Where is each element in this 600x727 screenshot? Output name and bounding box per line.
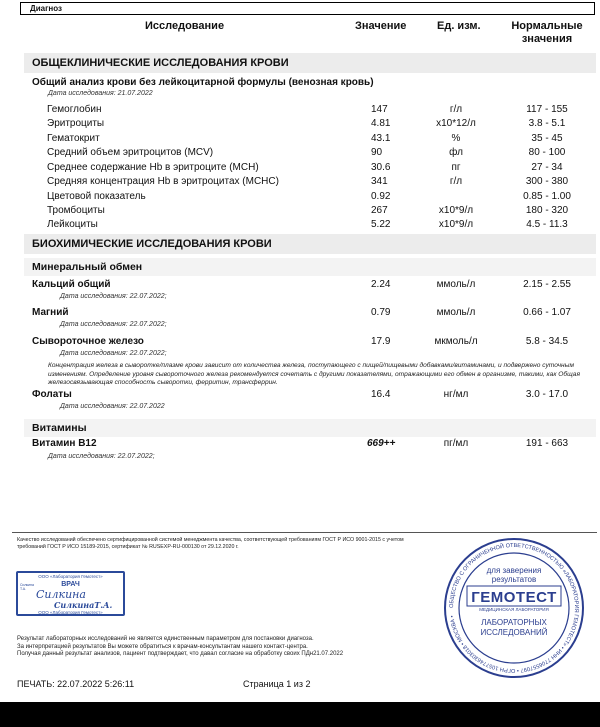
seal-line-2: результатов [491,575,537,584]
disclaimer [17,636,343,659]
divider [12,532,597,533]
row-value: 341 [371,176,388,187]
row-range: 5.8 - 34.5 [525,336,569,347]
row-unit: ммоль/л [436,279,476,290]
table-row [0,176,600,189]
row-range: 27 - 34 [531,162,563,173]
section-biochem [24,234,596,254]
row-range: 0.85 - 1.00 [523,191,571,202]
row-unit: % [451,133,461,144]
row-range: 3.0 - 17.0 [525,389,569,400]
row-value: 147 [371,104,388,115]
cbc-panel-title: Общий анализ крови без лейкоцитарной формулы (венозная кровь) [32,77,374,88]
row-value: 0.92 [371,191,391,202]
quality-line: Качество исследований обеспечено сертифицированной системой менеджмента качества, соответствующей требованиям ГОСТ Р ИСО 9001-2015 с учетом [17,537,404,543]
row-value: 30.6 [371,162,391,173]
row-value: 43.1 [371,133,391,144]
table-row [0,191,600,204]
row-range: 3.8 - 5.1 [528,118,566,129]
seal-brand-sub: МЕДИЦИНСКАЯ ЛАБОРАТОРИЯ [479,607,549,612]
header-value: Значение [355,20,407,32]
row-name: Гемоглобин [47,104,102,115]
seal-ring-text: ОБЩЕСТВО С ОГРАНИЧЕННОЙ ОТВЕТСТВЕННОСТЬЮ «ЛАБОРАТОРИЯ ГЕМОТЕСТ» • ИНН 7706557097 • ОГРН 1057746303018 • МОСКВА • [448,542,580,674]
magnesium-date: Дата исследования: 22.07.2022; [60,321,167,328]
row-value-flagged: 669++ [367,438,396,449]
row-name: Эритроциты [47,118,105,129]
row-unit: мкмоль/л [434,336,478,347]
table-row [0,118,600,131]
doctor-stamp-title: ВРАЧ [61,581,80,588]
row-name: Кальций общий [32,279,111,290]
row-name: Сывороточное железо [32,336,144,347]
row-unit: x10*12/л [436,118,476,129]
doctor-stamp-org-top: ООО «Лаборатория Гемотест» [38,574,103,579]
row-range: 2.15 - 2.55 [523,279,571,290]
table-row [0,133,600,146]
iron-note: Концентрация железа в сыворотке/плазме крови зависит от количества железа, поступающего с пищей/пищевыми добавками/витаминами, и подвержено суточным изменениям. Определение уровня сывороточного железа рекомендуется сочетать с другими показателями, отражающими его обмен в организме, такими, как Общая железосвязывающая способность сыворотки, ферритин, трансферрин. [48,362,580,386]
doctor-signature: Силкина [36,588,86,601]
row-value: 4.81 [371,118,391,129]
row-unit: г/л [449,176,463,187]
table-row [0,336,600,349]
disclaimer-line: Получая данный результат анализов, пациент подтверждает, что давал согласие на обработку своих ПДн21.07.2022 [17,651,344,657]
disclaimer-line: Результат лабораторных исследований не является единственным параметром для постановки диагноза. [17,636,314,642]
row-name: Средняя концентрация Hb в эритроцитах (MCHC) [47,176,279,187]
seal-line-3: ЛАБОРАТОРНЫХ [481,618,547,627]
row-range: 191 - 663 [525,438,569,449]
doctor-stamp-org-bottom: ООО «Лаборатория Гемотест» [38,610,103,615]
quality-text [17,537,404,551]
table-row [0,307,600,320]
row-unit: пг/мл [443,438,469,449]
row-value: 2.24 [371,279,391,290]
row-range: 35 - 45 [531,133,563,144]
row-unit: г/л [449,104,463,115]
row-value: 16.4 [371,389,391,400]
row-name: Тромбоциты [47,205,105,216]
row-name: Гематокрит [47,133,100,144]
table-row [0,438,600,451]
row-range: 80 - 100 [528,147,566,158]
row-unit: нг/мл [443,389,469,400]
doctor-stamp-side: Силкина Т.А. [20,583,34,591]
doctor-stamp [16,571,125,616]
disclaimer-line: За интерпретацией результатов Вы можете обратиться к врачам-консультантам нашего контакт-центра. [17,643,308,650]
row-name: Среднее содержание Hb в эритроците (MCH) [47,162,259,173]
subsection-mineral [24,258,596,276]
row-value: 0.79 [371,307,391,318]
section-cbc [24,53,596,73]
row-name: Лейкоциты [47,219,98,230]
row-range: 117 - 155 [526,104,568,115]
section-vitamins [24,419,596,437]
section-biochem-title: БИОХИМИЧЕСКИЕ ИССЛЕДОВАНИЯ КРОВИ [32,238,272,250]
calcium-date: Дата исследования: 22.07.2022; [60,293,167,300]
row-unit: фл [449,147,463,158]
seal-line-4: ИССЛЕДОВАНИЙ [480,628,548,637]
row-value: 267 [371,205,388,216]
section-cbc-title: ОБЩЕКЛИНИЧЕСКИЕ ИССЛЕДОВАНИЯ КРОВИ [32,57,289,69]
table-row [0,219,600,232]
print-timestamp: ПЕЧАТЬ: 22.07.2022 5:26:11 [17,679,135,689]
row-name: Средний объем эритроцитов (MCV) [47,147,214,158]
table-row [0,162,600,175]
section-vitamins-title: Витамины [32,422,87,434]
row-value: 90 [371,147,383,158]
quality-line: требований ГОСТ Р ИСО 15189-2015, сертификат № RUSEXP-RU-000130 от 29.12.2020 г. [17,544,239,550]
row-name: Фолаты [32,389,72,400]
page-number: Страница 1 из 2 [243,679,311,689]
row-unit: пг [451,162,461,173]
doctor-name: СилкинаТ.А. [54,600,113,610]
header-norm: Нормальные значения [511,20,583,45]
folate-date: Дата исследования: 22.07.2022 [60,403,165,410]
seal-line-1: для заверения [486,566,542,575]
row-range: 4.5 - 11.3 [526,219,568,230]
subsection-mineral-title: Минеральный обмен [32,261,143,273]
row-value: 17.9 [371,336,391,347]
table-row [0,205,600,218]
diagnosis-label: Диагноз [30,4,62,13]
cbc-date: Дата исследования: 21.07.2022 [48,90,153,97]
b12-date: Дата исследования: 22.07.2022; [48,453,155,460]
table-row [0,279,600,292]
bottom-bar [0,702,600,727]
row-name: Витамин B12 [32,438,97,449]
header-test: Исследование [145,20,225,32]
seal-brand: ГЕМОТЕСТ [471,589,557,606]
row-range: 0.66 - 1.07 [523,307,571,318]
row-name: Цветовой показатель [47,191,146,202]
row-unit: x10*9/л [438,205,474,216]
row-name: Магний [32,307,69,318]
row-unit: x10*9/л [438,219,474,230]
iron-date: Дата исследования: 22.07.2022; [60,350,167,357]
header-unit: Ед. изм. [437,20,481,32]
row-unit: ммоль/л [436,307,476,318]
table-row [0,389,600,402]
row-range: 180 - 320 [525,205,569,216]
diagnosis-box [20,2,595,15]
row-value: 5.22 [371,219,391,230]
row-range: 300 - 380 [525,176,569,187]
lab-seal [443,537,585,679]
table-row [0,104,600,117]
table-row [0,147,600,160]
